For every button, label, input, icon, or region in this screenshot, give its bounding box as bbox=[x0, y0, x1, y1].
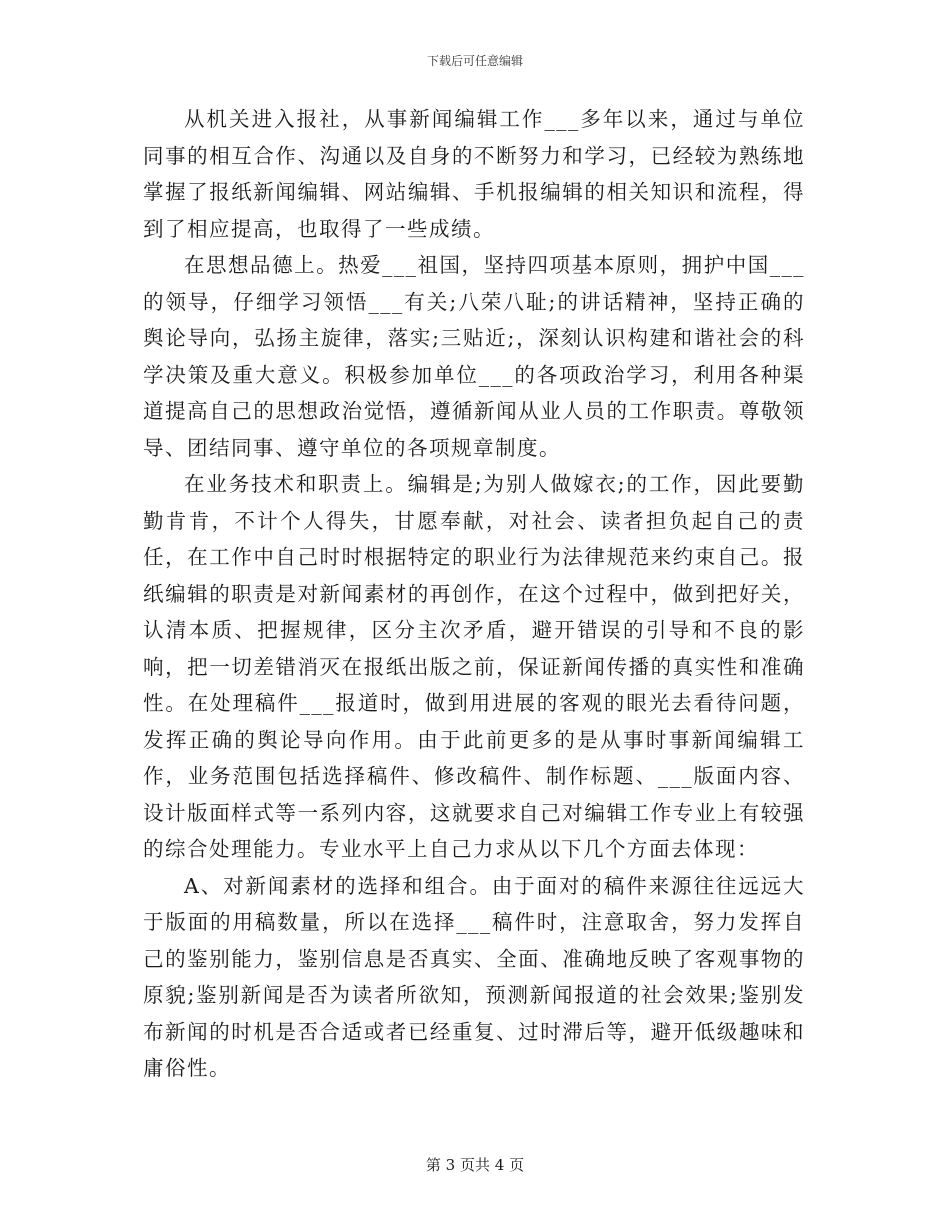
paragraph-selection: A、对新闻素材的选择和组合。由于面对的稿件来源往往远远大于版面的用稿数量，所以在选择___稿件时，注意取舍，努力发挥自己的鉴别能力，鉴别信息是否真实、全面、准确地反映了客观事物的原貌;鉴别新闻是否为读者所欲知，预测新闻报道的社会效果;鉴别发布新闻的时机是否合适或者已经重复、过时滞后等，避开低级趣味和庸俗性。 bbox=[143, 873, 805, 1080]
paragraph-ideology: 在思想品德上。热爱___祖国，坚持四项基本原则，拥护中国___的领导，仔细学习领悟___有关;八荣八耻;的讲话精神，坚持正确的舆论导向，弘扬主旋律，落实;三贴近;，深刻认识构建和谐社会的科学决策及重大意义。积极参加单位___的各项政治学习，利用各种渠道提高自己的思想政治觉悟，遵循新闻从业人员的工作职责。尊敬领导、团结同事、遵守单位的各项规章制度。 bbox=[143, 253, 805, 460]
page-number: 第 3 页共 4 页 bbox=[425, 1156, 525, 1174]
paragraph-intro: 从机关进入报社，从事新闻编辑工作___多年以来，通过与单位同事的相互合作、沟通以及自身的不断努力和学习，已经较为熟练地掌握了报纸新闻编辑、网站编辑、手机报编辑的相关知识和流程，得到了相应提高，也取得了一些成绩。 bbox=[143, 107, 805, 241]
document-body bbox=[143, 101, 805, 1087]
page-header-note: 下载后可任意编辑 bbox=[426, 54, 523, 68]
paragraph-duties: 在业务技术和职责上。编辑是;为别人做嫁衣;的工作，因此要勤勤肯肯，不计个人得失，甘愿奉献，对社会、读者担负起自己的责任，在工作中自己时时根据特定的职业行为法律规范来约束自己。报纸编辑的职责是对新闻素材的再创作，在这个过程中，做到把好关，认清本质、把握规律，区分主次矛盾，避开错误的引导和不良的影响，把一切差错消灭在报纸出版之前，保证新闻传播的真实性和准确性。在处理稿件___报道时，做到用进展的客观的眼光去看待问题，发挥正确的舆论导向作用。由于此前更多的是从事时事新闻编辑工作，业务范围包括选择稿件、修改稿件、制作标题、___版面内容、设计版面样式等一系列内容，这就要求自己对编辑工作专业上有较强的综合处理能力。专业水平上自己力求从以下几个方面去体现： bbox=[143, 472, 805, 861]
